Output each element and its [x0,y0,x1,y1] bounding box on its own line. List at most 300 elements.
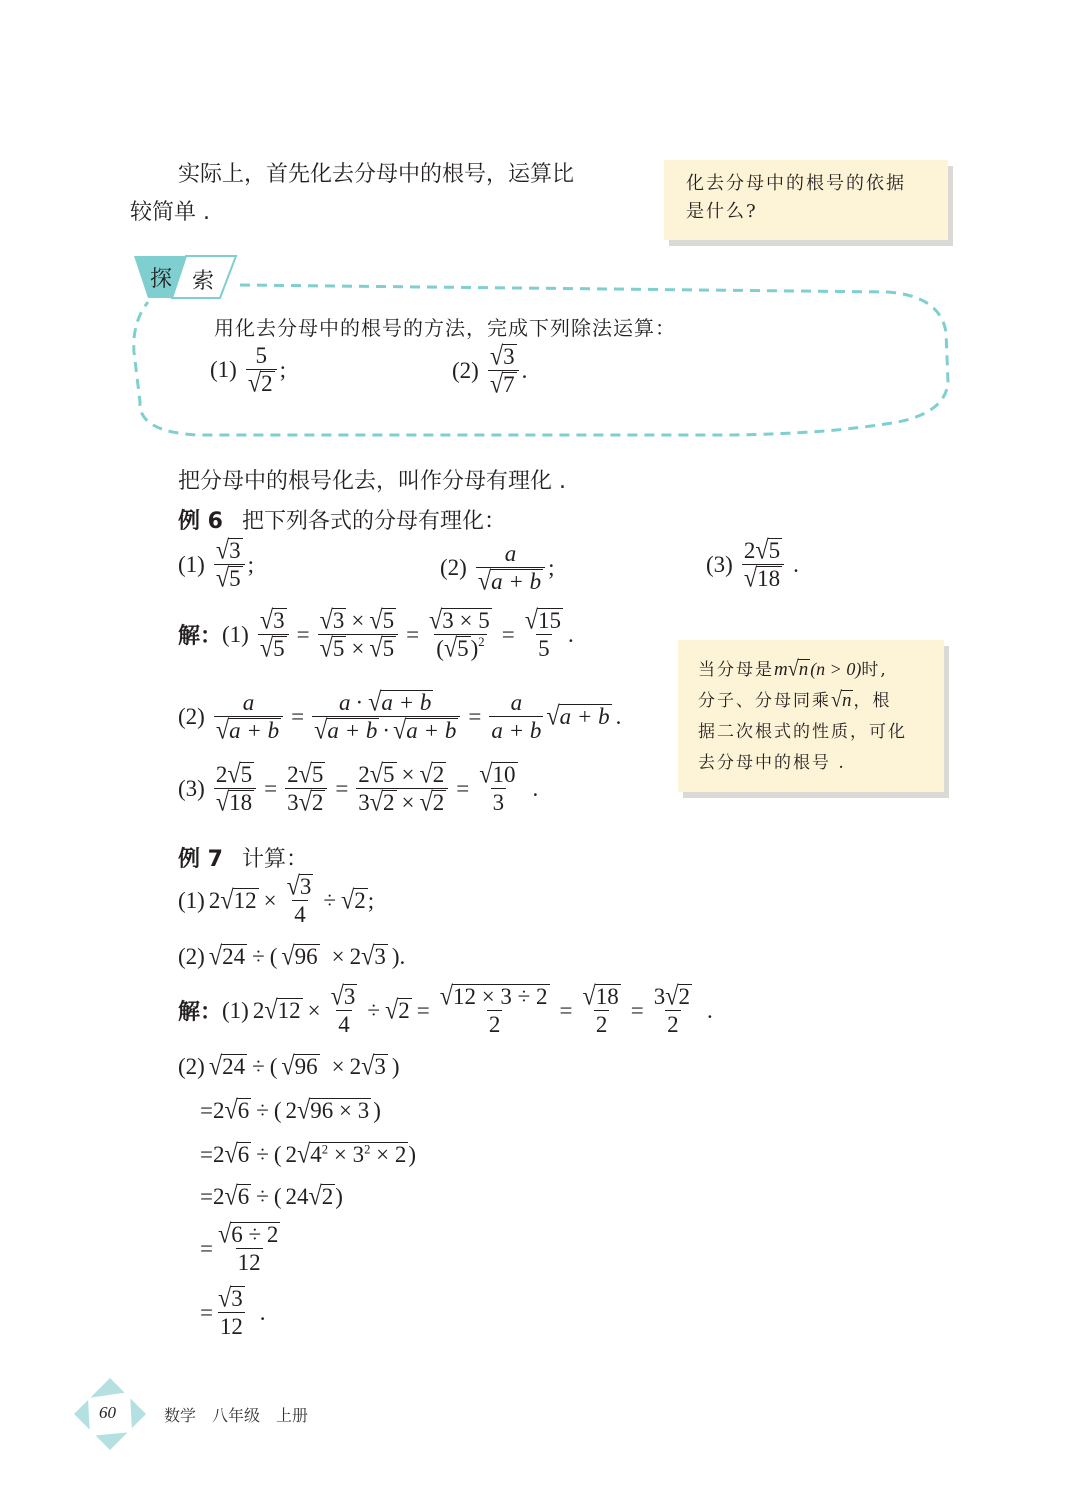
math-text: 2 [212,1184,225,1209]
radical-sign: √ [340,885,355,916]
math-text: ( [269,944,278,969]
radical-sign: √ [208,941,223,972]
radical [319,633,347,664]
operator: ÷ [252,944,265,969]
numerator [438,981,552,1012]
radical-sign: √ [220,885,234,916]
denominator [246,368,277,399]
math-text: 2 [478,635,485,650]
operator: ÷ [256,1098,269,1123]
radicand: a + b [229,717,280,743]
example-7-solution-2-line-2 [200,1139,417,1170]
operator: ÷ [367,997,380,1023]
numerator [742,535,784,566]
math-text: 2 [349,944,362,969]
radical [308,1181,336,1212]
radicand: 3 [374,944,386,970]
numerator [214,759,256,790]
radical-sign: √ [489,341,504,372]
radicand: 3 [343,984,356,1009]
numerator [214,535,245,566]
radical [340,885,368,916]
denominator: 2 [488,1012,501,1038]
radicand: 2 [261,371,273,397]
radical-sign: √ [546,701,560,732]
math-text: . [793,551,799,577]
radical [489,369,517,400]
numerator: 5 [255,343,267,368]
math-text: 2 [212,1098,225,1123]
radical-sign: √ [297,1139,311,1170]
radical-sign: √ [489,369,504,400]
denominator [214,563,245,594]
side-note-1-line-2: 是什么? [686,201,758,222]
radical [227,759,254,790]
example-6-heading [178,504,506,535]
radical [264,995,302,1026]
numerator [477,759,519,790]
radical [217,1283,245,1314]
radical [208,1051,247,1082]
radical-sign: √ [439,981,453,1012]
side-note-question [664,160,948,240]
denominator: 3 [492,790,505,816]
radicand: 2 [321,1184,334,1210]
math-text: (n > 0) [810,659,862,679]
radicand: 3 × 5 [442,608,490,633]
radical [419,759,447,790]
radical [361,941,388,972]
side-note-2-line-2 [698,686,930,717]
radical-sign: √ [319,633,333,664]
operator: × [331,944,345,969]
radical [215,563,243,594]
denominator: ( √ 5 ) $^2$ [436,633,485,664]
denominator [285,787,327,818]
math-text: . [707,997,713,1023]
radical-sign: √ [368,687,382,718]
math-text: ，根 [853,691,892,711]
radical [286,871,314,902]
denominator [312,715,460,746]
operator: × [263,887,277,913]
denominator [258,633,289,664]
radical-sign: √ [259,633,274,664]
math-text: 时, [861,660,888,680]
radical [419,787,447,818]
radical-sign: √ [208,1051,223,1082]
radical [582,981,621,1012]
math-text: (1) [222,621,249,647]
radical [743,563,782,594]
radical [208,941,247,972]
radical [220,885,258,916]
radicand: 5 [383,762,395,787]
radical [479,759,517,790]
math-text: 2 [287,762,299,787]
fraction [258,605,289,664]
radical [477,566,543,597]
numerator: a [504,541,517,566]
radical [217,1219,280,1250]
denominator [476,566,545,597]
radicand: 6 [237,1098,250,1124]
math-text: = [200,1142,213,1167]
math-text: 2 [285,1098,298,1123]
radical-sign: √ [831,687,842,713]
radical [298,787,326,818]
math-text: 2 [349,1054,362,1079]
operator: × [401,790,415,816]
example-6-solution-1 [178,605,574,664]
fraction [488,341,519,400]
radical [297,1139,408,1170]
radicand: 18 [229,790,253,816]
radical-sign: √ [330,981,344,1012]
radical-sign: √ [369,759,384,790]
radical-sign: √ [217,1283,232,1314]
radical-sign: √ [419,787,433,818]
math-text: ) [391,1054,400,1079]
item-label: (1) [210,357,237,383]
example-7-solution-1 [178,981,713,1038]
radical-sign: √ [298,787,312,818]
radicand: 12 [233,888,257,914]
example-6-prompt: 把下列各式的分母有理化： [241,509,506,534]
math-text: . [259,1299,266,1325]
solution-label: 解： [178,624,223,650]
radical [281,941,319,972]
fraction [246,343,277,399]
radicand: 2 [383,790,395,816]
denominator [214,787,256,818]
radicand: 5 [240,762,253,788]
radical-sign: √ [524,605,539,636]
math-text: 2 [212,1142,225,1167]
radical-sign: √ [384,995,399,1026]
example-7-solution-2-line-3 [200,1181,343,1212]
math-text: · [382,718,391,744]
operator: = [456,775,470,801]
radical-sign: √ [665,981,679,1012]
denominator [318,633,398,664]
example-7-solution-2-line-5 [200,1283,266,1340]
operator: ÷ [252,1054,265,1079]
radical [439,981,550,1012]
example-6-item-1 [178,535,254,594]
radical-sign: √ [215,715,230,745]
math-text: (1) [178,887,205,913]
book-title: 数学 八年级 上册 [164,1406,309,1425]
operator: × [351,636,365,662]
math-text: ) [408,1142,417,1167]
page-number: 60 [99,1403,116,1422]
fraction [476,541,545,597]
numerator [488,341,519,372]
item-label: (2) [452,357,479,383]
example-7-title: 例 7 [178,847,223,872]
radicand: 2 [432,762,445,787]
numerator [258,605,289,636]
math-text: 2 [252,997,265,1023]
math-text: 2 [321,1142,329,1157]
radical [247,368,275,399]
operator: = [335,775,349,801]
numerator [285,759,327,790]
fraction [285,871,316,928]
math-text: 分子、分母同乘 [698,691,831,711]
math-text: ( [273,1098,282,1123]
denominator: 2 [595,1012,608,1038]
radicand: a + b [406,718,457,744]
radicand: 12 [277,998,301,1024]
radicand: 10 [492,762,516,787]
example-6-solution-3 [178,759,539,818]
radical-sign: √ [247,368,262,399]
radical [259,633,287,664]
radicand: a + b [327,718,378,744]
math-text: ( [269,1054,278,1079]
math-text: . [399,944,406,969]
math-text: (2) [440,555,467,581]
operator: × [351,608,365,633]
math-text: a [338,690,351,715]
example-7-solution-2-line-4 [200,1219,285,1276]
radical-sign: √ [308,1181,322,1212]
fraction [652,981,694,1038]
math-text: = [200,1098,213,1123]
example-6-title: 例 6 [178,509,223,534]
numerator [318,605,398,636]
radicand: 3 [229,538,241,563]
radical-sign: √ [227,759,241,790]
operator: × [331,1054,345,1079]
math-text: ; [367,887,375,913]
fraction [427,605,494,664]
radicand: 5 [457,636,469,662]
radical-sign: √ [787,656,799,682]
example-7-prompt: 计算： [241,847,308,872]
radical-sign: √ [429,605,443,636]
fraction [329,981,360,1038]
radical [489,341,517,372]
radical-sign: √ [419,759,433,790]
denominator: 2 [667,1012,679,1038]
intro-paragraph [130,156,650,232]
fraction [356,759,448,818]
radical [368,687,433,718]
denominator [356,787,448,818]
explore-item-1 [210,343,286,399]
math-text: ; [548,555,555,581]
radicand: n [798,659,809,681]
radicand: 5 [382,608,395,633]
math-text: 4 [310,1142,322,1168]
math-text: × 3 [333,1142,365,1168]
math-text: = [200,1184,213,1209]
radical [787,656,810,682]
radical [224,1095,251,1126]
operator: × [307,997,321,1023]
example-6-solution-2 [178,687,622,746]
math-text: (2) [178,1054,205,1079]
side-note-1-line-1: 化去分母中的根号的依据 [686,173,906,194]
numerator [337,687,435,718]
radical [546,701,611,732]
radical-sign: √ [297,1095,311,1126]
fraction [742,535,784,594]
math-text: (2) [178,703,205,729]
numerator [329,981,360,1012]
fraction [581,981,623,1038]
radical-sign: √ [281,1051,295,1082]
radicand: 3 [503,344,515,369]
radicand: 12 × 3 ÷ 2 [452,984,548,1009]
numerator [216,1219,282,1250]
radicand [309,1142,408,1167]
denominator: 12 [219,1314,243,1340]
radicand: 6 [237,1142,250,1168]
radicand: 2 [432,790,445,816]
explore-tag-char-1: 探 [150,267,173,292]
numerator [356,759,448,790]
radicand: 5 [311,762,324,787]
radical-sign: √ [361,941,375,972]
radical [831,687,853,713]
radical-sign: √ [369,633,383,664]
example-7-solution-2-line-0 [178,1051,400,1082]
math-text: (2) [178,944,205,969]
radical [319,605,347,636]
radical [361,1051,388,1082]
radical [369,605,396,636]
radicand: 2 [354,888,366,914]
definition-text: 把分母中的根号化去，叫作分母有理化 . [178,469,566,494]
explore-tag-char-2: 索 [192,269,215,294]
radicand: 96 [294,944,318,970]
fraction [438,981,552,1038]
fraction [489,691,543,743]
radicand: a + b [559,704,610,730]
math-text: × 2 [376,1142,407,1168]
radical [297,1095,371,1126]
radical [314,715,379,746]
operator: × [401,762,415,787]
radical-sign: √ [393,715,407,746]
example-7-solution-2-line-1 [200,1095,381,1126]
intro-line-2: 较简单 . [130,200,210,225]
fraction [216,1283,247,1340]
radical [524,605,563,636]
radicand: a + b [381,690,432,715]
denominator [742,563,784,594]
radical-sign: √ [259,605,274,636]
radical-sign: √ [217,1219,232,1250]
fraction [285,759,327,818]
numerator [216,1283,247,1314]
math-text: 2 [743,538,756,563]
math-text: 2 [358,762,370,787]
radical-sign: √ [369,787,384,818]
math-text: ( [273,1142,282,1167]
radicand: 5 [332,636,345,662]
fraction [312,687,460,746]
fraction [214,535,245,594]
denominator: 4 [338,1012,350,1038]
math-text: 3 [358,790,370,816]
math-text: ) [373,1098,381,1123]
radical-sign: √ [369,605,383,636]
math-text: (3) [706,551,733,577]
radical [298,759,326,790]
radical-sign: √ [224,1181,238,1212]
radical [393,715,458,746]
radical [369,787,397,818]
math-text: = [200,1235,213,1261]
math-text: = [200,1299,213,1325]
radical-sign: √ [477,566,492,597]
numerator: a [510,689,523,715]
explore-item-2 [452,341,528,400]
math-text: . [568,621,574,647]
math-text: 当分母是 [698,660,774,680]
radicand: 5 [768,538,781,563]
numerator: a [242,689,255,715]
radicand: 96 [294,1054,318,1080]
example-6-item-3 [706,535,799,594]
radical-sign: √ [743,563,758,594]
radicand: 2 [311,790,324,816]
example-6-item-2 [440,541,555,597]
radical [330,981,358,1012]
operator: ÷ [323,887,336,913]
radical-sign: √ [215,787,230,818]
operator: = [406,621,420,647]
numerator [427,605,494,636]
denominator [214,716,283,743]
fraction [216,1219,282,1276]
operator: = [291,703,305,729]
math-text: ( [273,1184,282,1209]
solution-label: 解： [178,1000,223,1026]
math-text: 2 [208,887,221,913]
radicand: 3 [231,1286,243,1311]
intro-line-1: 实际上，首先化去分母中的根号，运算比 [178,162,575,187]
math-text: 2 [364,1142,371,1157]
operator: = [264,775,278,801]
radical [369,759,397,790]
math-text: m [774,659,788,680]
operator: = [559,997,573,1023]
denominator: a + b [491,717,542,743]
math-text: (3) [178,775,205,801]
radical [369,633,396,664]
math-text: 3 [653,984,666,1009]
math-text: 2 [215,762,228,788]
radical [384,995,412,1026]
radical-sign: √ [281,941,295,972]
radical [281,1051,319,1082]
radicand: 3 [299,874,312,899]
operator: = [501,621,515,647]
operator: = [296,621,310,647]
radical [665,981,692,1012]
radicand: 15 [538,608,562,633]
side-note-hint [678,640,944,792]
radicand: 2 [678,984,691,1009]
operator: ÷ [256,1184,269,1209]
math-text: ) [391,944,400,969]
